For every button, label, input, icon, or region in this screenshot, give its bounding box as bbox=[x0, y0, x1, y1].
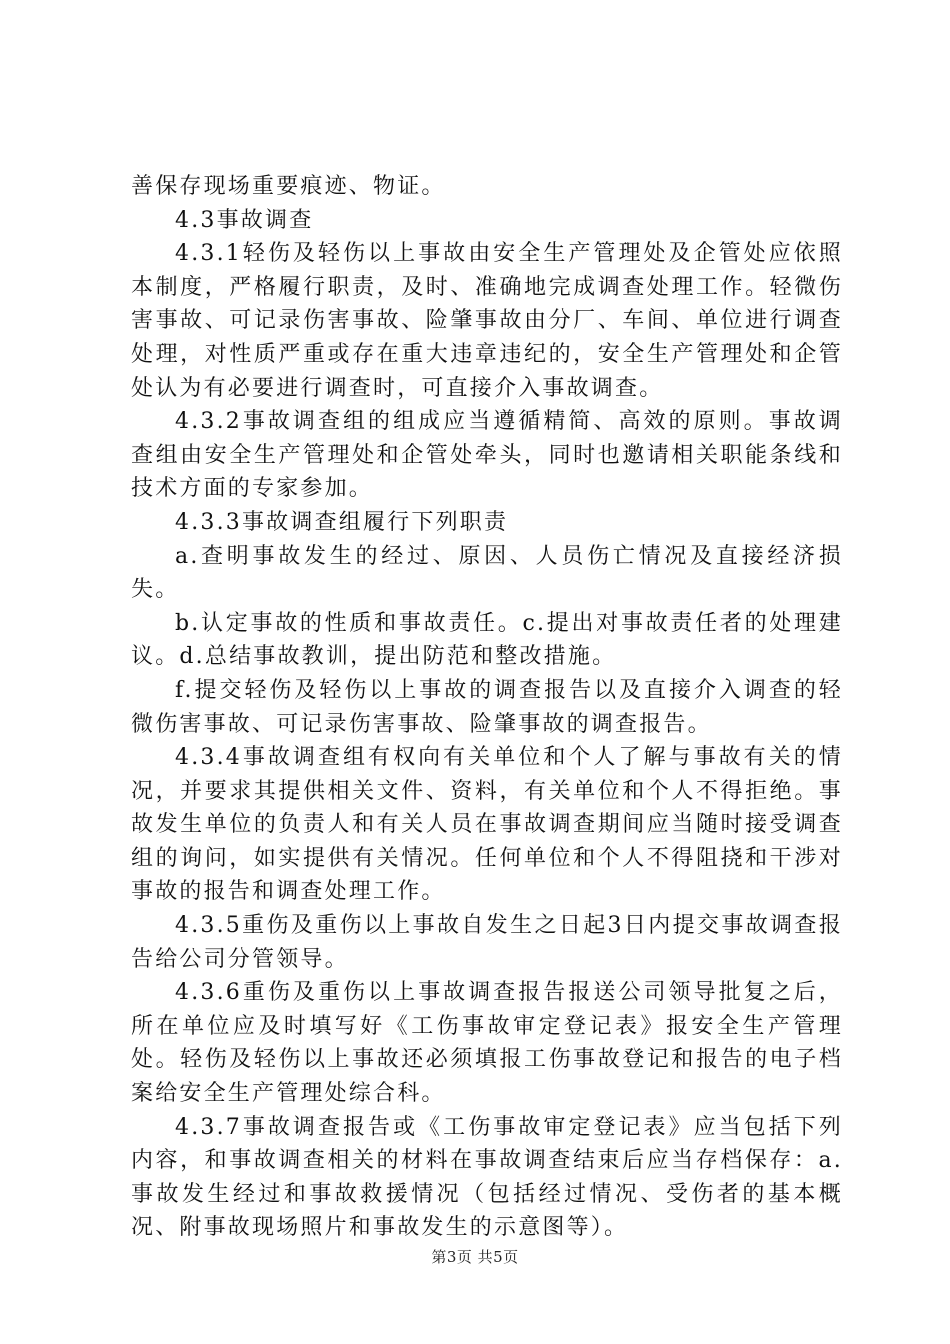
paragraph-4-3-5: 4.3.5重伤及重伤以上事故自发生之日起3日内提交事故调查报告给公司分管领导。 bbox=[131, 913, 843, 972]
paragraph-continuation: 善保存现场重要痕迹、物证。 bbox=[131, 174, 446, 199]
page-number-footer: 第3页 共5页 bbox=[431, 1248, 519, 1266]
paragraph-item-b-c-d: b.认定事故的性质和事故责任。c.提出对事故责任者的处理建议。d.总结事故教训，提出防范和整改措施。 bbox=[131, 610, 843, 670]
document-body bbox=[131, 170, 843, 1245]
paragraph-4-3-3: 4.3.3事故调查组履行下列职责 bbox=[175, 509, 509, 535]
paragraph-item-f: f.提交轻伤及轻伤以上事故的调查报告以及直接介入调查的轻微伤害事故、可记录伤害事故、险肇事故的调查报告。 bbox=[131, 677, 843, 737]
section-heading-4-3: 4.3事故调查 bbox=[175, 207, 314, 233]
paragraph-4-3-1: 4.3.1轻伤及轻伤以上事故由安全生产管理处及企管处应依照本制度，严格履行职责，及时、准确地完成调查处理工作。轻微伤害事故、可记录伤害事故、险肇事故由分厂、车间、单位进行调查处理，对性质严重或存在重大违章违纪的，安全生产管理处和企管处认为有必要进行调查时，可直接介入事故调查。 bbox=[131, 241, 843, 401]
paragraph-4-3-6: 4.3.6重伤及重伤以上事故调查报告报送公司领导批复之后，所在单位应及时填写好《工伤事故审定登记表》报安全生产管理处。轻伤及轻伤以上事故还必须填报工伤事故登记和报告的电子档案给安全生产管理处综合科。 bbox=[131, 980, 843, 1107]
paragraph-4-3-7: 4.3.7事故调查报告或《工伤事故审定登记表》应当包括下列内容，和事故调查相关的材料在事故调查结束后应当存档保存：a.事故发生经过和事故救援情况（包括经过情况、受伤者的基本概况、附事故现场照片和事故发生的示意图等）。 bbox=[131, 1114, 843, 1241]
paragraph-4-3-2: 4.3.2事故调查组的组成应当遵循精简、高效的原则。事故调查组由安全生产管理处和企管处牵头，同时也邀请相关职能条线和技术方面的专家参加。 bbox=[131, 409, 843, 502]
paragraph-item-a: a.查明事故发生的经过、原因、人员伤亡情况及直接经济损失。 bbox=[131, 543, 843, 603]
paragraph-4-3-4: 4.3.4事故调查组有权向有关单位和个人了解与事故有关的情况，并要求其提供相关文件、资料，有关单位和个人不得拒绝。事故发生单位的负责人和有关人员在事故调查期间应当随时接受调查组的询问，如实提供有关情况。任何单位和个人不得阻挠和干涉对事故的报告和调查处理工作。 bbox=[131, 745, 843, 905]
